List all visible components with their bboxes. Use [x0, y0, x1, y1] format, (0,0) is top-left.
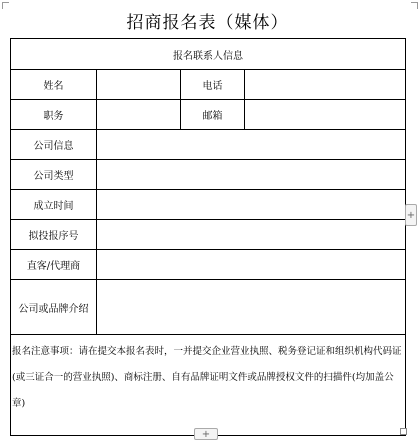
- phone-cell[interactable]: [245, 70, 406, 100]
- direct-agent-label: 直客/代理商: [11, 250, 97, 280]
- company-type-cell[interactable]: [97, 160, 406, 190]
- position-label: 职务: [11, 100, 97, 130]
- add-row-button[interactable]: +: [194, 428, 218, 440]
- registration-table: [10, 38, 406, 436]
- form-title: 招商报名表（媒体）: [126, 12, 289, 33]
- brand-intro-label: 公司或品牌介绍: [11, 280, 97, 335]
- section-header: 报名联系人信息: [11, 39, 406, 70]
- table-row: [11, 335, 406, 436]
- email-cell[interactable]: [245, 100, 406, 130]
- table-row: [11, 250, 406, 280]
- table-row: [11, 190, 406, 220]
- booth-no-label: 拟投报序号: [11, 220, 97, 250]
- founded-label: 成立时间: [11, 190, 97, 220]
- table-resize-handle[interactable]: [400, 428, 407, 435]
- table-row: [11, 130, 406, 160]
- email-label: 邮箱: [181, 100, 245, 130]
- booth-no-cell[interactable]: [97, 220, 406, 250]
- table-row: [11, 220, 406, 250]
- add-column-button[interactable]: +: [405, 204, 417, 226]
- table-row: [11, 39, 406, 70]
- company-info-cell[interactable]: [97, 130, 406, 160]
- table-row: [11, 160, 406, 190]
- company-type-label: 公司类型: [11, 160, 97, 190]
- page-corner-mark: [411, 2, 418, 9]
- name-label: 姓名: [11, 70, 97, 100]
- position-cell[interactable]: [97, 100, 181, 130]
- page-corner-mark: [2, 2, 9, 9]
- direct-agent-cell[interactable]: [97, 250, 406, 280]
- brand-intro-cell[interactable]: [97, 280, 406, 335]
- name-cell[interactable]: [97, 70, 181, 100]
- company-info-label: 公司信息: [11, 130, 97, 160]
- registration-notes: 报名注意事项：请在提交本报名表时，一并提交企业营业执照、税务登记证和组织机构代码证(或三证合一的营业执照)、商标注册、自有品牌证明文件或品牌授权文件的扫描件(均加盖公章): [11, 335, 406, 436]
- table-row: [11, 280, 406, 335]
- founded-cell[interactable]: [97, 190, 406, 220]
- phone-label: 电话: [181, 70, 245, 100]
- table-row: [11, 70, 406, 100]
- table-row: [11, 100, 406, 130]
